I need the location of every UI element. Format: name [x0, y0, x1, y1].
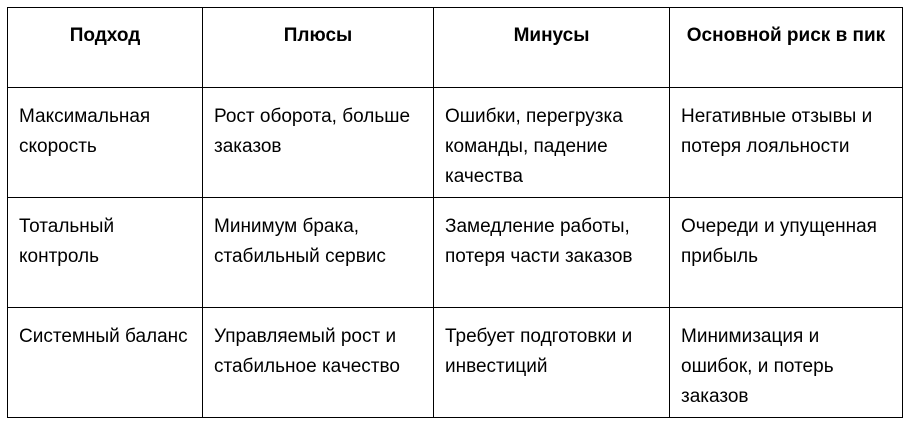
table-cell-approach: Тотальный контроль	[8, 198, 203, 308]
table-cell-peak-risk: Очереди и упущенная прибыль	[670, 198, 903, 308]
column-header-cons: Минусы	[434, 8, 670, 88]
column-header-peak-risk: Основной риск в пик	[670, 8, 903, 88]
table-cell-cons: Требует подготовки и инвестиций	[434, 308, 670, 418]
table-cell-pros: Минимум брака, стабильный сервис	[203, 198, 434, 308]
table-cell-peak-risk: Минимизация и ошибок, и потерь заказов	[670, 308, 903, 418]
column-header-pros: Плюсы	[203, 8, 434, 88]
table-cell-cons: Замедление работы, потеря части заказов	[434, 198, 670, 308]
column-header-approach: Подход	[8, 8, 203, 88]
table-header-row	[8, 8, 903, 88]
table-cell-approach: Максимальная скорость	[8, 88, 203, 198]
table-row	[8, 308, 903, 418]
table-row	[8, 88, 903, 198]
table-cell-cons: Ошибки, перегрузка команды, падение качества	[434, 88, 670, 198]
table-cell-pros: Рост оборота, больше заказов	[203, 88, 434, 198]
table-cell-peak-risk: Негативные отзывы и потеря лояльности	[670, 88, 903, 198]
comparison-table	[7, 7, 903, 418]
table-cell-approach: Системный баланс	[8, 308, 203, 418]
table-row	[8, 198, 903, 308]
table-cell-pros: Управляемый рост и стабильное качество	[203, 308, 434, 418]
